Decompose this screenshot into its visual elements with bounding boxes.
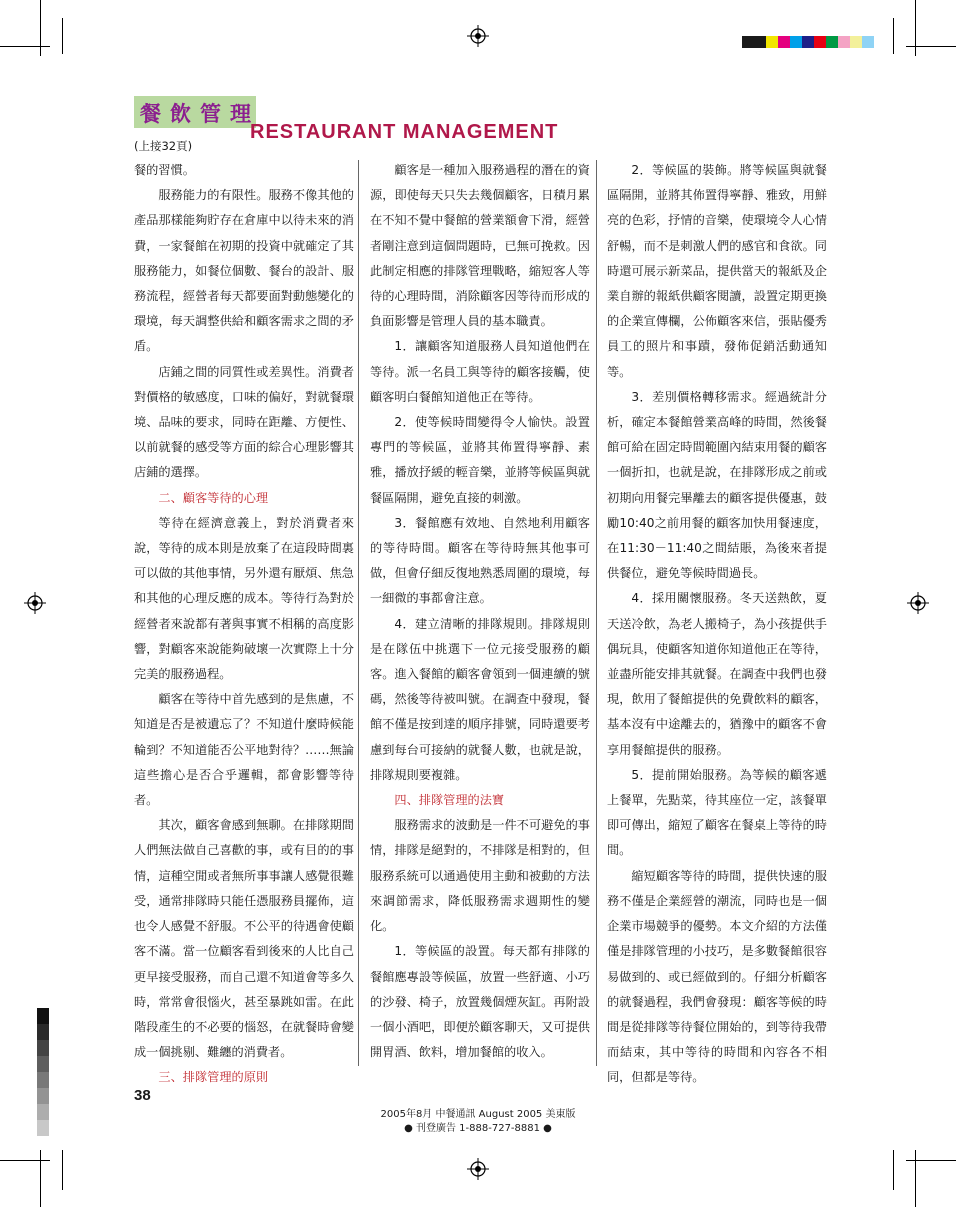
paragraph: 4．採用關懷服務。冬天送熱飲，夏天送冷飲，為老人搬椅子，為小孩提供手偶玩具，使顧客知道你知道他正在等待，並盡所能安排其就餐。在調查中我們也發現，飲用了餐館提供的免費飲料的顧客，基本沒有中途離去的，猶豫中的顧客不會享用餐館提供的服務。 (607, 591, 827, 757)
crop-mark (893, 1150, 894, 1190)
footer-ad-line: ● 刊登廣告 1-888-727-8881 ● (404, 1123, 552, 1134)
paragraph: 縮短顧客等待的時間，提供快速的服務不僅是企業經營的潮流，同時也是一個企業市場競爭的優勢。本文介紹的方法僅僅是排隊管理的小技巧，是多數餐館很容易做到的、或已經做到的。仔細分析顧客的就餐過程，我們會發現：顧客等候的時間是從排隊等待餐位開始的，到等待我帶而結束，其中等待的時間和內容各不相同，但都是等待。 (607, 868, 827, 1085)
article-column-2 (370, 158, 590, 1065)
color-swatch (790, 36, 802, 48)
registration-mark-icon (24, 592, 46, 614)
color-swatch (802, 36, 814, 48)
paragraph: 顧客在等待中首先感到的是焦慮，不知道是否是被遺忘了？不知道什麼時候能輪到？不知道能否公平地對待？……無論這些擔心是否合乎邏輯，都會影響等待者。 (134, 692, 354, 808)
crop-mark (0, 1160, 50, 1161)
crop-mark (40, 1150, 41, 1207)
registration-mark-icon (467, 25, 489, 47)
color-swatch (838, 36, 850, 48)
paragraph: 其次，顧客會感到無聊。在排隊期間人們無法做自己喜歡的事，或有目的的事情，這種空閒或者無所事事讓人感覺很難受，通常排隊時只能任憑服務員擺佈，這也令人感覺不舒服。不公平的待遇會使顧客不滿。當一位顧客看到後來的人比自己更早接受服務，而自己還不知道會等多久時，常常會很惱火，甚至暴跳如雷。在此階段產生的不必要的惱怒，在就餐時會變成一個挑剔、難纏的消費者。 (134, 818, 354, 1060)
gray-swatch (37, 1056, 49, 1072)
paragraph: 3．餐館應有效地、自然地利用顧客的等待時間。顧客在等待時無其他事可做，但會仔細反復地熟悉周圍的環境，每一細微的事都會注意。 (370, 515, 590, 606)
color-swatch (826, 36, 838, 48)
crop-mark (906, 1160, 956, 1161)
crop-mark (40, 0, 41, 56)
article-column-1 (134, 158, 354, 1091)
registration-mark-icon (907, 592, 929, 614)
section-title-english: RESTAURANT MANAGEMENT (250, 121, 559, 143)
gray-swatch (37, 1072, 49, 1088)
column-divider (596, 160, 597, 1066)
crop-mark (62, 18, 63, 54)
color-swatch (742, 36, 754, 48)
paragraph: 2．使等候時間變得令人愉快。設置專門的等候區，並將其佈置得寧靜、素雅，播放抒緩的輕音樂，並將等候區與就餐區隔開，避免直接的刺激。 (370, 415, 590, 505)
crop-mark (915, 0, 916, 56)
section-heading: 四、排隊管理的法寶 (394, 793, 505, 808)
color-swatch (754, 36, 766, 48)
color-calibration-bar (742, 36, 874, 48)
section-heading: 二、顧客等待的心理 (158, 490, 269, 505)
section-title-chinese: 餐飲管理 (140, 102, 260, 126)
paragraph: 1．讓顧客知道服務人員知道他們在等待。派一名員工與等待的顧客接觸，使顧客明白餐館知道他正在等待。 (370, 339, 590, 404)
paragraph: 服務能力的有限性。服務不像其他的產品那樣能夠貯存在倉庫中以待未來的消費，一家餐館在初期的投資中就確定了其服務能力，如餐位個數、餐台的設計、服務流程，經營者每天都要面對動態變化的環境，每天調整供給和顧客需求之間的矛盾。 (134, 188, 354, 354)
color-swatch (766, 36, 778, 48)
crop-mark (0, 46, 50, 47)
paragraph: 餐的習慣。 (134, 163, 195, 177)
section-heading: 三、排隊管理的原則 (158, 1070, 269, 1085)
color-swatch (850, 36, 862, 48)
crop-mark (893, 18, 894, 54)
column-divider (358, 160, 359, 1066)
paragraph: 等待在經濟意義上，對於消費者來說，等待的成本則是放棄了在這段時間裏可以做的其他事情，另外還有厭煩、焦急和其他的心理反應的成本。等待行為對於經營者來說都有著與事實不相稱的高度影響，對顧客來說能夠破壞一次實際上十分完美的服務過程。 (134, 515, 354, 682)
paragraph: 顧客是一種加入服務過程的潛在的資源，即使每天只失去幾個顧客，日積月累在不知不覺中餐館的營業額會下滑，經營者剛注意到這個問題時，已無可挽救。因此制定相應的排隊管理戰略，縮短客人等待的心理時間，消除顧客因等待而形成的負面影響是管理人員的基本職責。 (370, 163, 590, 329)
paragraph: 5．提前開始服務。為等候的顧客遞上餐單，先點菜，待其座位一定，該餐單即可傳出，縮短了顧客在餐桌上等待的時間。 (607, 767, 827, 858)
paragraph: 3．差別價格轉移需求。經過統計分析，確定本餐館營業高峰的時間，然後餐館可給在固定時間範圍內結束用餐的顧客一個折扣，也就是說，在排隊形成之前或初期向用餐完畢離去的顧客提供優惠，鼓勵10:40之前用餐的顧客加快用餐速度，在11:30－11:40之間結賬，為後來者提供餐位，避免等候時間過長。 (607, 389, 827, 581)
crop-mark (62, 1150, 63, 1190)
gray-swatch (37, 1040, 49, 1056)
article-column-3 (607, 158, 827, 1091)
footer-publication-line: 2005年8月 中餐通訊 August 2005 美東版 (380, 1109, 576, 1120)
page-number: 38 (134, 1087, 151, 1104)
paragraph: 服務需求的波動是一件不可避免的事情，排隊是絕對的，不排隊是相對的，但服務系統可以通過使用主動和被動的方法來調節需求，降低服務需求週期性的變化。 (370, 818, 590, 934)
paragraph: 1．等候區的設置。每天都有排隊的餐館應專設等候區，放置一些舒適、小巧的沙發、椅子，放置幾個煙灰缸。再附設一個小酒吧，即便於顧客聊天，又可提供開胃酒、飲料，增加餐館的收入。 (370, 944, 590, 1060)
gray-swatch (37, 1088, 49, 1104)
color-swatch (814, 36, 826, 48)
gray-swatch (37, 1024, 49, 1040)
crop-mark (906, 46, 956, 47)
color-swatch (862, 36, 874, 48)
gray-swatch (37, 1008, 49, 1024)
paragraph: 2．等候區的裝飾。將等候區與就餐區隔開，並將其佈置得寧靜、雅致，用鮮亮的色彩，抒情的音樂，使環境令人心情舒暢，而不是刺激人們的感官和食欲。同時還可展示新菜品，提供當天的報紙及企業自辦的報紙供顧客閱讀，設置定期更換的企業宣傳欄，公佈顧客來信，張貼優秀員工的照片和事蹟，發佈促銷活動通知等。 (607, 163, 827, 379)
paragraph: 店鋪之間的同質性或差異性。消費者對價格的敏感度，口味的偏好，對就餐環境、品味的要求，同時在距離、方便性、以前就餐的感受等方面的綜合心理影響其店鋪的選擇。 (134, 364, 354, 480)
paragraph: 4．建立清晰的排隊規則。排隊規則是在隊伍中挑選下一位元接受服務的顧客。進入餐館的顧客會領到一個連續的號碼，然後等待被叫號。在調查中發現，餐館不僅是按到達的順序排號，同時還要考慮到每台可接納的就餐人數，也就是說，排隊規則要複雜。 (370, 616, 590, 782)
color-swatch (778, 36, 790, 48)
crop-mark (915, 1150, 916, 1207)
registration-mark-icon (467, 1158, 489, 1180)
continued-from-note: (上接32頁) (134, 139, 193, 153)
